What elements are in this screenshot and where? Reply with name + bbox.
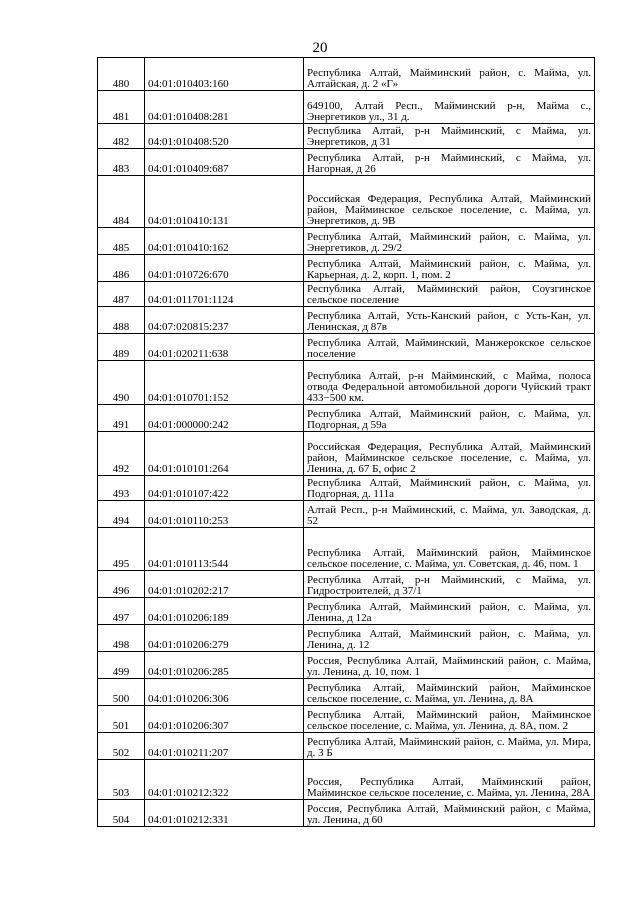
row-number: 485 <box>98 228 145 255</box>
row-number: 486 <box>98 255 145 282</box>
row-number: 503 <box>98 760 145 800</box>
cadastral-number: 04:01:020211:638 <box>145 334 304 361</box>
row-number: 492 <box>98 432 145 476</box>
cadastral-number: 04:01:010212:322 <box>145 760 304 800</box>
table-row <box>98 124 595 149</box>
address: Алтай Респ., р-н Майминский, с. Майма, ул. Заводская, д. 52 <box>304 501 595 528</box>
cadastral-number: 04:01:010212:331 <box>145 800 304 827</box>
table-row <box>98 528 595 571</box>
table-row <box>98 598 595 625</box>
row-number: 480 <box>98 58 145 91</box>
address: Республика Алтай, Майминский район, с. Майма, ул. Карьерная, д. 2, корп. 1, пом. 2 <box>304 255 595 282</box>
table-row <box>98 800 595 827</box>
cadastral-number: 04:01:010101:264 <box>145 432 304 476</box>
address: Республика Алтай, Майминский район, Майминское сельское поселение, с. Майма, ул. Ленина, д. 8А, пом. 2 <box>304 706 595 733</box>
table-row <box>98 149 595 176</box>
table-row <box>98 652 595 679</box>
table-row <box>98 176 595 228</box>
table-row <box>98 706 595 733</box>
address: Республика Алтай, р-н Майминский, с Майма, ул. Нагорная, д 26 <box>304 149 595 176</box>
cadastral-number: 04:01:010206:285 <box>145 652 304 679</box>
cadastral-number: 04:01:010110:253 <box>145 501 304 528</box>
address: 649100, Алтай Респ., Майминский р-н, Майма с., Энергетиков ул., 31 д. <box>304 91 595 124</box>
address: Российская Федерация, Республика Алтай, Майминский район, Майминское сельское поселение, с. Майма, ул. Энергетиков, д. 9В <box>304 176 595 228</box>
table-row <box>98 432 595 476</box>
cadastral-number: 04:01:010206:306 <box>145 679 304 706</box>
address: Республика Алтай, Майминский район, Соузгинское сельское поселение <box>304 282 595 307</box>
table-row <box>98 679 595 706</box>
table-row <box>98 501 595 528</box>
cadastral-number: 04:01:011701:1124 <box>145 282 304 307</box>
cadastral-number: 04:01:010113:544 <box>145 528 304 571</box>
row-number: 504 <box>98 800 145 827</box>
cadastral-number: 04:01:010206:279 <box>145 625 304 652</box>
table-row <box>98 334 595 361</box>
page-number: 20 <box>312 40 328 56</box>
row-number: 488 <box>98 307 145 334</box>
cadastral-number: 04:01:010206:189 <box>145 598 304 625</box>
table-row <box>98 733 595 760</box>
cadastral-number: 04:01:010410:131 <box>145 176 304 228</box>
row-number: 482 <box>98 124 145 149</box>
row-number: 499 <box>98 652 145 679</box>
row-number: 493 <box>98 476 145 501</box>
cadastral-number: 04:01:010408:281 <box>145 91 304 124</box>
row-number: 494 <box>98 501 145 528</box>
row-number: 500 <box>98 679 145 706</box>
address: Республика Алтай, Майминский район, Майминское сельское поселение, с. Майма, ул. Советская, д. 46, пом. 1 <box>304 528 595 571</box>
address: Республика Алтай, Майминский район, с. Майма, ул. Мира, д. 3 Б <box>304 733 595 760</box>
address: Россия, Республика Алтай, Майминский район, с. Майма, ул. Ленина, д. 10, пом. 1 <box>304 652 595 679</box>
cadastral-number: 04:01:010409:687 <box>145 149 304 176</box>
address: Республика Алтай, Майминский, Манжерокское сельское поселение <box>304 334 595 361</box>
cadastral-number: 04:01:010202:217 <box>145 571 304 598</box>
row-number: 481 <box>98 91 145 124</box>
land-plots-table <box>97 57 595 827</box>
address: Республика Алтай, р-н Майминский, с Майма, ул. Энергетиков, д 31 <box>304 124 595 149</box>
address: Россия, Республика Алтай, Майминский район, Майминское сельское поселение, с. Майма, ул. Ленина, 28А <box>304 760 595 800</box>
row-number: 487 <box>98 282 145 307</box>
address: Республика Алтай, Майминский район, с. Майма, ул. Подгорная, д. 111а <box>304 476 595 501</box>
address: Россия, Республика Алтай, Майминский район, с Майма, ул. Ленина, д 60 <box>304 800 595 827</box>
address: Республика Алтай, Майминский район, с. Майма, ул. Ленина, д 12а <box>304 598 595 625</box>
cadastral-number: 04:01:010410:162 <box>145 228 304 255</box>
cadastral-number: 04:01:010211:207 <box>145 733 304 760</box>
table-row <box>98 405 595 432</box>
table-row <box>98 476 595 501</box>
address: Республика Алтай, Майминский район, с. Майма, ул. Энергетиков, д. 29/2 <box>304 228 595 255</box>
row-number: 497 <box>98 598 145 625</box>
row-number: 484 <box>98 176 145 228</box>
cadastral-number: 04:01:010726:670 <box>145 255 304 282</box>
row-number: 496 <box>98 571 145 598</box>
row-number: 483 <box>98 149 145 176</box>
address: Республика Алтай, р-н Майминский, с Майма, полоса отвода Федеральной автомобильной дороги Чуйский тракт 433−500 км. <box>304 361 595 405</box>
cadastral-number: 04:01:010107:422 <box>145 476 304 501</box>
address: Республика Алтай, Майминский район, Майминское сельское поселение, с. Майма, ул. Ленина, д. 8А <box>304 679 595 706</box>
row-number: 489 <box>98 334 145 361</box>
address: Республика Алтай, Усть-Канский район, с Усть-Кан, ул. Ленинская, д 87в <box>304 307 595 334</box>
address: Российская Федерация, Республика Алтай, Майминский район, Майминское сельское поселение, с. Майма, ул. Ленина, д. 67 Б, офис 2 <box>304 432 595 476</box>
table-row <box>98 91 595 124</box>
address: Республика Алтай, Майминский район, с. Майма, ул. Подгорная, д 59а <box>304 405 595 432</box>
table-row <box>98 760 595 800</box>
row-number: 495 <box>98 528 145 571</box>
table-row <box>98 307 595 334</box>
row-number: 490 <box>98 361 145 405</box>
cadastral-number: 04:01:010408:520 <box>145 124 304 149</box>
row-number: 491 <box>98 405 145 432</box>
address: Республика Алтай, Майминский район, с. Майма, ул. Ленина, д. 12 <box>304 625 595 652</box>
cadastral-number: 04:01:000000:242 <box>145 405 304 432</box>
table-row <box>98 361 595 405</box>
row-number: 502 <box>98 733 145 760</box>
cadastral-number: 04:01:010403:160 <box>145 58 304 91</box>
table-row <box>98 228 595 255</box>
cadastral-number: 04:01:010701:152 <box>145 361 304 405</box>
cadastral-number: 04:07:020815:237 <box>145 307 304 334</box>
table-body <box>98 58 595 827</box>
address: Республика Алтай, р-н Майминский, с Майма, ул. Гидростроителей, д 37/1 <box>304 571 595 598</box>
row-number: 501 <box>98 706 145 733</box>
table-row <box>98 282 595 307</box>
table-row <box>98 255 595 282</box>
table-row <box>98 625 595 652</box>
row-number: 498 <box>98 625 145 652</box>
table-row <box>98 58 595 91</box>
address: Республика Алтай, Майминский район, с. Майма, ул. Алтайская, д. 2 «Г» <box>304 58 595 91</box>
table-row <box>98 571 595 598</box>
cadastral-number: 04:01:010206:307 <box>145 706 304 733</box>
